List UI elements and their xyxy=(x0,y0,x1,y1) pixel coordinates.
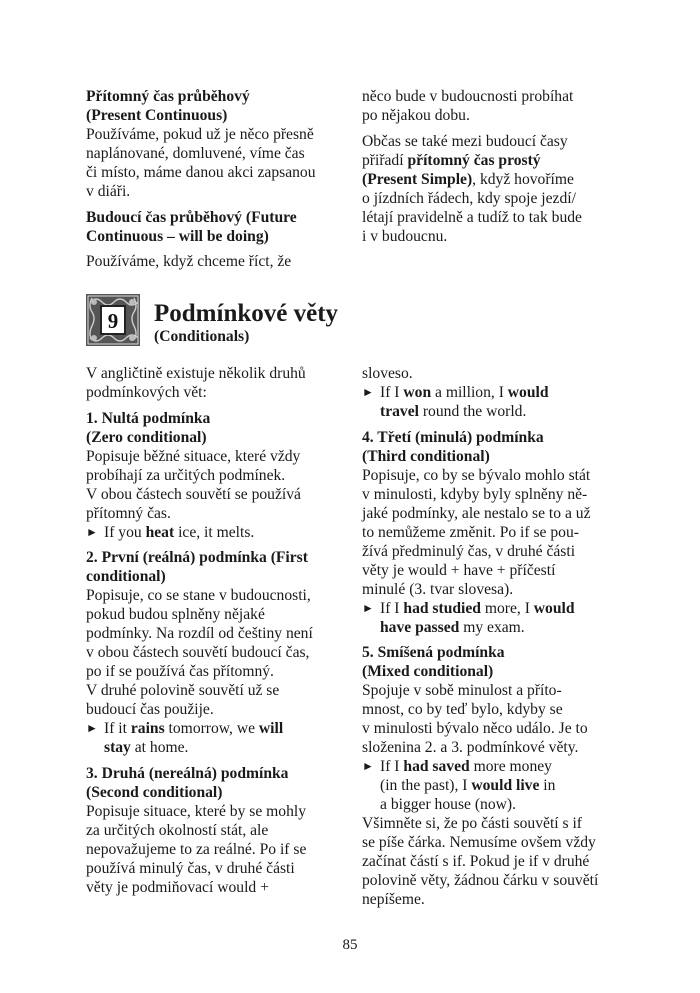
text: mnost, co by teď bylo, kdyby se xyxy=(362,701,563,718)
text-line xyxy=(362,719,632,738)
bottom-right-column xyxy=(362,364,632,916)
text: ice, it melts. xyxy=(174,523,255,541)
page-number: 85 xyxy=(342,937,358,953)
bold-text: Přítomný čas průběhový xyxy=(86,88,250,105)
text: či místo, máme danou akci zapsanou xyxy=(86,164,316,181)
paragraph xyxy=(86,548,351,757)
paragraph xyxy=(86,409,351,542)
bold-text: stay xyxy=(104,739,131,756)
text-line xyxy=(362,523,632,542)
text: o jízdních řádech, kdy spoje jezdí/ xyxy=(362,189,576,207)
text: žívá předminulý čas, v druhé části xyxy=(362,542,576,560)
paragraph xyxy=(86,252,351,271)
text-line xyxy=(86,624,351,643)
paragraph xyxy=(86,208,351,246)
text: začínat částí s if. Pokud je if v druhé xyxy=(362,853,590,870)
text-line xyxy=(86,182,351,201)
text-line xyxy=(86,364,351,383)
paragraph xyxy=(362,428,632,637)
bullet-arrow-icon: ► xyxy=(362,759,374,773)
text-line xyxy=(86,878,351,897)
text: pokud budou splněny nějaké xyxy=(86,606,265,623)
text-line xyxy=(86,802,351,821)
text: If I xyxy=(380,599,404,617)
ornamental-chapter-number-icon xyxy=(86,294,140,346)
text: , když hovoříme xyxy=(472,170,574,188)
text-line xyxy=(362,776,632,795)
bold-text: rains xyxy=(130,720,165,737)
text-line xyxy=(362,87,632,106)
bottom-left-column xyxy=(86,364,351,903)
bold-text: Budoucí čas průběhový (Future xyxy=(86,208,297,226)
text: If it xyxy=(104,720,131,737)
top-right-column xyxy=(362,87,632,252)
text: probíhají za určitých podmínek. xyxy=(86,466,286,484)
paragraph xyxy=(362,643,632,909)
text-line xyxy=(362,833,632,852)
text: i v budoucnu. xyxy=(362,227,448,245)
bold-text: 3. Druhá (nereálná) podmínka xyxy=(86,764,289,782)
text-line xyxy=(362,542,632,561)
paragraph xyxy=(362,364,632,421)
text: podmínky. Na rozdíl od češtiny není xyxy=(86,625,313,642)
text: minulé (3. tvar slovesa). xyxy=(362,580,514,598)
bold-text: 5. Smíšená podmínka xyxy=(362,644,505,661)
text-line xyxy=(86,840,351,859)
text-line xyxy=(86,252,351,271)
bold-text: Continuous – will be doing) xyxy=(86,227,269,245)
text-line xyxy=(362,466,632,485)
text: Popisuje, co by se bývalo mohlo stát xyxy=(362,466,591,484)
text: za určitých okolností stát, ale xyxy=(86,821,269,839)
paragraph xyxy=(86,87,351,201)
text-line xyxy=(86,783,351,802)
paragraph xyxy=(86,364,351,402)
text: tomorrow, we xyxy=(164,720,259,737)
text-line xyxy=(86,409,351,428)
text-line xyxy=(362,852,632,871)
text: at home. xyxy=(130,739,189,756)
text-line xyxy=(86,738,351,757)
text-line xyxy=(86,586,351,605)
text: Používáme, když chceme říct, že xyxy=(86,253,292,270)
paragraph xyxy=(362,87,632,125)
text: a million, I xyxy=(431,384,508,401)
text-line xyxy=(86,764,351,783)
text-line xyxy=(86,643,351,662)
text-line xyxy=(362,504,632,523)
text-line xyxy=(362,618,632,637)
text-line xyxy=(86,662,351,681)
text: se píše čárka. Nemusíme ovšem vždy xyxy=(362,834,596,851)
text: sloveso. xyxy=(362,365,413,382)
text-line xyxy=(362,227,632,246)
text: složenina 2. a 3. podmínkové věty. xyxy=(362,739,579,756)
bold-text: 4. Třetí (minulá) podmínka xyxy=(362,428,544,446)
text-line xyxy=(86,227,351,246)
text: my exam. xyxy=(459,618,525,636)
text: v minulosti, kdyby byly splněny ně- xyxy=(362,485,588,503)
text-line xyxy=(362,643,632,662)
text: more, I xyxy=(480,599,534,617)
text: Spojuje v sobě minulost a příto- xyxy=(362,682,562,699)
text: věty je would + have + příčestí xyxy=(362,561,556,579)
example-line xyxy=(362,599,632,618)
bold-text: conditional) xyxy=(86,568,166,585)
text-line xyxy=(362,447,632,466)
text: po if se používá čas přítomný. xyxy=(86,663,274,680)
text-line xyxy=(86,208,351,227)
text: budoucí čas použije. xyxy=(86,701,214,718)
example-line xyxy=(362,757,632,776)
example-line xyxy=(86,523,351,542)
bold-text: travel xyxy=(380,403,419,420)
text-line xyxy=(86,485,351,504)
text: more money xyxy=(469,758,552,775)
bold-text: won xyxy=(403,384,432,401)
text-line xyxy=(86,700,351,719)
example-line xyxy=(86,719,351,738)
text: přiřadí xyxy=(362,151,408,169)
text: v obou částech souvětí budoucí čas, xyxy=(86,644,310,661)
bold-text: had studied xyxy=(403,599,481,617)
text: jaké podmínky, ale nestalo se to a už xyxy=(362,504,591,522)
bold-text: 2. První (reálná) podmínka (First xyxy=(86,549,308,566)
bold-text: (Mixed conditional) xyxy=(362,663,494,680)
text: V obou částech souvětí se používá xyxy=(86,485,301,503)
bold-text: 1. Nultá podmínka xyxy=(86,409,211,427)
text-line xyxy=(86,144,351,163)
example-line xyxy=(362,383,632,402)
bullet-arrow-icon: ► xyxy=(86,721,98,735)
text-line xyxy=(362,485,632,504)
text: Používáme, pokud už je něco přesně xyxy=(86,126,314,143)
text-line xyxy=(362,364,632,383)
text: přítomný čas. xyxy=(86,504,171,522)
top-left-column xyxy=(86,87,351,278)
text-line xyxy=(362,890,632,909)
text: round the world. xyxy=(418,403,527,420)
bold-text: have passed xyxy=(380,618,460,636)
text: (in the past), I xyxy=(380,777,472,794)
text: Popisuje situace, které by se mohly xyxy=(86,802,307,820)
text: něco bude v budoucnosti probíhat xyxy=(362,88,574,105)
text: Občas se také mezi budoucí časy xyxy=(362,132,568,150)
text-line xyxy=(86,821,351,840)
text-line xyxy=(86,428,351,447)
text-line xyxy=(86,106,351,125)
bullet-arrow-icon: ► xyxy=(86,524,98,539)
text: Popisuje, co se stane v budoucnosti, xyxy=(86,587,311,604)
section-subtitle: (Conditionals) xyxy=(154,328,250,345)
bold-text: would xyxy=(533,599,575,617)
text: Všimněte si, že po části souvětí s if xyxy=(362,815,583,832)
text: If I xyxy=(380,758,404,775)
bold-text: (Second conditional) xyxy=(86,783,223,801)
text-line xyxy=(362,580,632,599)
text: po nějakou dobu. xyxy=(362,107,470,124)
text: naplánované, domluvené, víme čas xyxy=(86,145,305,162)
text-line xyxy=(86,605,351,624)
text-line xyxy=(86,383,351,402)
bold-text: would live xyxy=(471,777,540,794)
text: používá minulý čas, v druhé části xyxy=(86,859,295,877)
text-line xyxy=(362,402,632,421)
text: v minulosti bývalo něco událo. Je to xyxy=(362,720,588,737)
text-line xyxy=(362,738,632,757)
bold-text: (Present Simple) xyxy=(362,170,473,188)
text-line xyxy=(86,466,351,485)
text-line xyxy=(86,859,351,878)
text-line xyxy=(86,87,351,106)
text: Popisuje běžné situace, které vždy xyxy=(86,447,301,465)
text-line xyxy=(86,548,351,567)
text-line xyxy=(362,189,632,208)
text-line xyxy=(86,447,351,466)
text: V angličtině existuje několik druhů xyxy=(86,365,306,382)
text-line xyxy=(86,163,351,182)
chapter-number: 9 xyxy=(107,309,119,333)
text-line xyxy=(362,700,632,719)
text-line xyxy=(362,208,632,227)
bold-text: will xyxy=(258,720,284,737)
text-line xyxy=(362,871,632,890)
text: If you xyxy=(104,523,146,541)
bold-text: would xyxy=(507,384,549,401)
text: v diáři. xyxy=(86,183,131,200)
text: létají pravidelně a tudíž to tak bude xyxy=(362,208,582,226)
text: polovině věty, žádnou čárku v souvětí xyxy=(362,872,599,889)
text: věty je podmiňovací would + xyxy=(86,878,269,896)
text: V druhé polovině souvětí už se xyxy=(86,682,280,699)
text-line xyxy=(86,125,351,144)
text: in xyxy=(539,777,556,794)
bold-text: (Zero conditional) xyxy=(86,428,207,446)
text-line xyxy=(362,151,632,170)
text-line xyxy=(362,814,632,833)
text-line xyxy=(362,106,632,125)
bold-text: přítomný čas prostý xyxy=(407,151,541,169)
text: nepovažujeme to za reálné. Po if se xyxy=(86,840,307,858)
text-line xyxy=(362,428,632,447)
text-line xyxy=(362,170,632,189)
text-line xyxy=(362,132,632,151)
text-line xyxy=(86,681,351,700)
text-line xyxy=(86,504,351,523)
bullet-arrow-icon: ► xyxy=(362,385,374,399)
section-title: Podmínkové věty xyxy=(154,300,339,327)
text: If I xyxy=(380,384,404,401)
section-heading xyxy=(86,294,386,346)
bold-text: (Present Continuous) xyxy=(86,107,228,124)
bold-text: (Third conditional) xyxy=(362,447,490,465)
text: to nemůžeme změnit. Po if se pou- xyxy=(362,523,579,541)
paragraph xyxy=(86,764,351,897)
text-line xyxy=(362,662,632,681)
text-line xyxy=(362,795,632,814)
text: podmínkových vět: xyxy=(86,384,207,401)
bold-text: heat xyxy=(145,523,175,541)
text-line xyxy=(362,681,632,700)
text: a bigger house (now). xyxy=(380,796,516,813)
bullet-arrow-icon: ► xyxy=(362,600,374,615)
text-line xyxy=(362,561,632,580)
text: nepíšeme. xyxy=(362,891,425,908)
paragraph xyxy=(362,132,632,246)
bold-text: had saved xyxy=(403,758,470,775)
text-line xyxy=(86,567,351,586)
